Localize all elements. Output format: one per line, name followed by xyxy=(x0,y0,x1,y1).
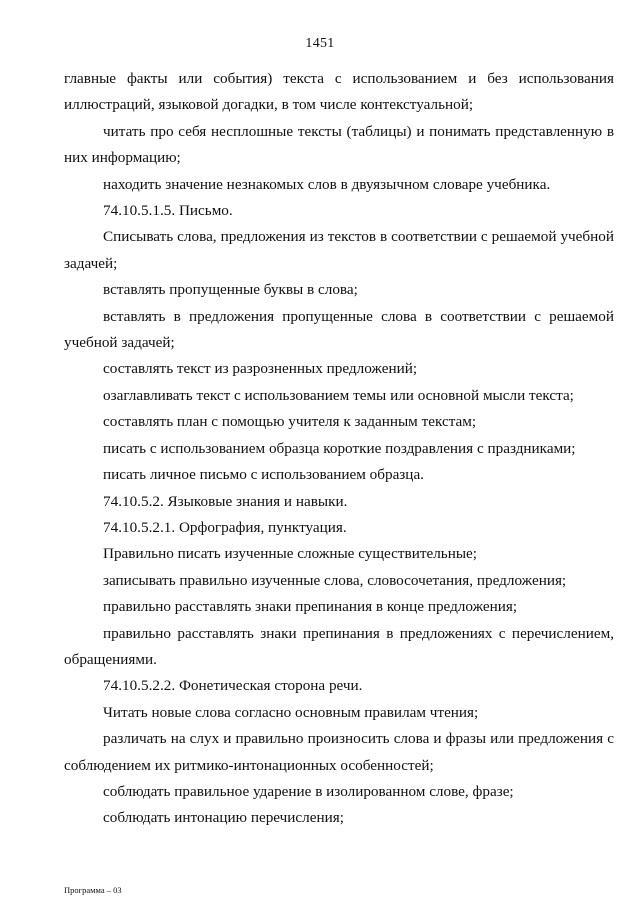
paragraph-read-tables: читать про себя несплошные тексты (таблицы) и понимать представленную в них информацию; xyxy=(64,122,614,167)
footer-label: Программа – 03 xyxy=(64,885,122,895)
paragraph-compose-text: составлять текст из разрозненных предложений; xyxy=(103,360,418,378)
paragraph-intonation: соблюдать интонацию перечисления; xyxy=(103,809,344,827)
paragraph-distinguish-sounds: различать на слух и правильно произносить слова и фразы или предложения с соблюдением их ритмико-интонационных особенностей; xyxy=(64,730,614,774)
paragraph-compound-nouns: Правильно писать изученные сложные существительные; xyxy=(103,545,477,563)
paragraph-personal-letter: писать личное письмо с использованием образца. xyxy=(103,466,424,484)
paragraph-punctuation-end: правильно расставлять знаки препинания в конце предложения; xyxy=(103,598,518,616)
paragraph-greetings: писать с использованием образца короткие поздравления с праздниками; xyxy=(103,439,576,457)
paragraph-missing-words: вставлять в предложения пропущенные слова в соответствии с решаемой учебной задачей; xyxy=(64,307,614,352)
section-heading-orthography: 74.10.5.2.1. Орфография, пунктуация. xyxy=(103,518,347,536)
section-heading-language-skills: 74.10.5.2. Языковые знания и навыки. xyxy=(103,492,348,510)
section-heading-writing: 74.10.5.1.5. Письмо. xyxy=(103,202,233,220)
paragraph-continuation: главные факты или события) текста с использованием и без использования иллюстраций, языковой догадки, в том числе контекстуальной; xyxy=(64,70,614,114)
section-heading-phonetics: 74.10.5.2.2. Фонетическая сторона речи. xyxy=(103,677,363,695)
paragraph-plan: составлять план с помощью учителя к заданным текстам; xyxy=(103,413,477,431)
paragraph-dictionary: находить значение незнакомых слов в двуязычном словаре учебника. xyxy=(103,175,551,193)
paragraph-write-words: записывать правильно изученные слова, словосочетания, предложения; xyxy=(103,571,567,589)
page-number: 1451 xyxy=(305,36,335,51)
paragraph-stress: соблюдать правильное ударение в изолированном слове, фразе; xyxy=(103,782,514,800)
paragraph-missing-letters: вставлять пропущенные буквы в слова; xyxy=(103,281,358,299)
document-body xyxy=(64,66,614,832)
paragraph-read-new-words: Читать новые слова согласно основным правилам чтения; xyxy=(103,703,479,721)
paragraph-title-text: озаглавливать текст с использованием темы или основной мысли текста; xyxy=(103,386,574,404)
paragraph-punctuation-enumeration: правильно расставлять знаки препинания в предложениях с перечислением, обращениями. xyxy=(64,624,614,668)
paragraph-copy-words: Списывать слова, предложения из текстов в соответствии с решаемой учебной задачей; xyxy=(64,228,614,272)
